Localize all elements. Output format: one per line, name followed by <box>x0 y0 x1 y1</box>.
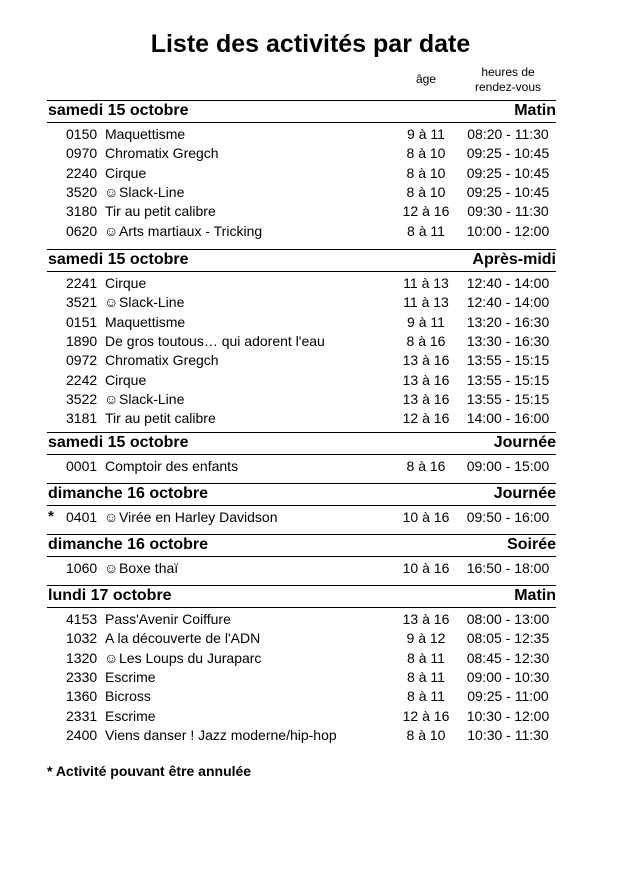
activity-name: Boxe thaï <box>119 560 179 576</box>
section-header <box>47 100 556 123</box>
smiley-icon: ☺ <box>104 560 119 576</box>
activity-code: 1360 <box>66 688 98 705</box>
activity-age: 8 à 10 <box>406 726 446 743</box>
activity-age: 10 à 16 <box>402 560 450 576</box>
activity-name: Pass'Avenir Coiffure <box>105 611 231 627</box>
section-header <box>47 249 556 272</box>
smiley-icon: ☺ <box>104 649 119 666</box>
activity-row <box>0 370 621 389</box>
activity-age: 13 à 16 <box>402 611 450 627</box>
activity-name: Cirque <box>105 164 147 181</box>
activity-row <box>0 667 621 686</box>
activity-time: 08:20 - 11:30 <box>467 126 549 142</box>
cancellable-marker: * <box>48 508 54 525</box>
activity-row <box>0 221 621 240</box>
activity-code: 0972 <box>66 352 98 369</box>
activity-time: 14:00 - 16:00 <box>466 410 550 427</box>
activity-age: 8 à 11 <box>407 668 445 685</box>
activity-time: 09:25 - 10:45 <box>466 164 550 181</box>
column-header-age: âge <box>415 72 437 86</box>
activity-age: 11 à 13 <box>403 275 449 291</box>
activity-name: Escrime <box>105 707 156 724</box>
activity-code: 2240 <box>66 164 98 181</box>
section-day: dimanche 16 octobre <box>48 485 209 502</box>
activity-age: 13 à 16 <box>402 352 450 369</box>
activity-code: 2242 <box>66 371 98 388</box>
activity-age: 12 à 16 <box>402 410 450 427</box>
activity-row <box>0 389 621 408</box>
activity-code: 3181 <box>66 410 98 427</box>
column-header-appointment-line1: heures de <box>481 65 535 79</box>
activity-row <box>0 163 621 182</box>
activity-age: 8 à 11 <box>407 222 445 239</box>
activity-age: 9 à 12 <box>406 630 446 647</box>
activity-code: 0150 <box>66 126 98 142</box>
activity-row <box>0 408 621 427</box>
section-day: dimanche 16 octobre <box>48 536 209 553</box>
activity-time: 13:55 - 15:15 <box>466 390 550 407</box>
section-period: Matin <box>514 587 556 604</box>
section-day: lundi 17 octobre <box>48 587 172 604</box>
section-header <box>47 585 556 608</box>
activity-row <box>0 507 621 526</box>
activity-time: 13:55 - 15:15 <box>466 371 550 388</box>
activity-name: Cirque <box>105 371 147 388</box>
activity-name: Viens danser ! Jazz moderne/hip-hop <box>105 726 337 743</box>
activity-code: 2330 <box>66 668 98 685</box>
activity-time: 08:00 - 13:00 <box>466 611 550 627</box>
page-title: Liste des activités par date <box>150 30 471 58</box>
activity-code: 0151 <box>66 313 98 330</box>
activity-code: 3520 <box>66 183 98 200</box>
section-day: samedi 15 octobre <box>48 251 189 268</box>
activity-name: Bicross <box>105 688 151 705</box>
activity-time: 08:05 - 12:35 <box>466 630 550 647</box>
activity-age: 10 à 16 <box>402 509 450 525</box>
column-header-appointment-line2: rendez-vous <box>474 80 542 94</box>
activity-row <box>0 686 621 705</box>
activity-time: 12:40 - 14:00 <box>466 275 550 291</box>
activity-name: Chromatix Gregch <box>105 352 219 369</box>
activity-code: 0001 <box>66 458 98 474</box>
activity-code: 3180 <box>66 203 98 220</box>
activity-row <box>0 648 621 667</box>
smiley-icon: ☺ <box>104 183 119 200</box>
section-period: Matin <box>514 102 556 119</box>
activity-age: 8 à 10 <box>406 183 446 200</box>
activity-time: 13:55 - 15:15 <box>466 352 550 369</box>
activity-age: 11 à 13 <box>403 294 449 311</box>
activity-name: Maquettisme <box>105 126 186 142</box>
activity-code: 1890 <box>66 332 98 349</box>
activity-name: Comptoir des enfants <box>105 458 239 474</box>
activity-code: 3522 <box>66 390 98 407</box>
activity-name: Maquettisme <box>105 313 186 330</box>
activity-time: 10:30 - 12:00 <box>466 707 550 724</box>
activity-name: Tir au petit calibre <box>105 203 216 220</box>
activity-row <box>0 273 621 292</box>
activity-row <box>0 331 621 350</box>
smiley-icon: ☺ <box>104 509 119 525</box>
activity-time: 08:45 - 12:30 <box>466 649 550 666</box>
activity-row <box>0 182 621 201</box>
activity-row <box>0 456 621 475</box>
activity-name: Slack-Line <box>119 294 185 311</box>
section-header <box>47 534 556 557</box>
section-period: Après-midi <box>472 251 556 268</box>
activity-time: 09:00 - 10:30 <box>466 668 550 685</box>
activity-row <box>0 558 621 577</box>
activity-row <box>0 706 621 725</box>
activity-row <box>0 124 621 143</box>
activity-code: 0620 <box>66 222 98 239</box>
activity-age: 12 à 16 <box>402 707 450 724</box>
activity-code: 4153 <box>66 611 98 627</box>
activity-age: 12 à 16 <box>402 203 450 220</box>
activity-row <box>0 143 621 162</box>
activity-code: 1320 <box>66 649 98 666</box>
section-header <box>47 483 556 506</box>
activity-time: 10:30 - 11:30 <box>467 726 549 743</box>
activity-row <box>0 609 621 628</box>
activity-name: Slack-Line <box>119 390 185 407</box>
smiley-icon: ☺ <box>104 390 119 407</box>
activity-code: 2241 <box>66 275 98 291</box>
section-period: Journée <box>493 434 556 451</box>
activity-code: 0401 <box>66 509 98 525</box>
smiley-icon: ☺ <box>104 294 119 311</box>
activity-time: 09:25 - 10:45 <box>466 183 550 200</box>
activity-age: 8 à 10 <box>406 145 446 162</box>
activity-age: 8 à 16 <box>406 458 446 474</box>
activity-row <box>0 725 621 744</box>
activity-age: 8 à 10 <box>406 164 446 181</box>
activity-row <box>0 628 621 647</box>
activity-age: 8 à 16 <box>406 332 446 349</box>
activity-time: 09:25 - 10:45 <box>466 145 550 162</box>
activity-code: 1060 <box>66 560 98 576</box>
activity-time: 09:00 - 15:00 <box>466 458 550 474</box>
activity-code: 3521 <box>66 294 98 311</box>
activity-name: De gros toutous… qui adorent l'eau <box>105 332 325 349</box>
activity-code: 2400 <box>66 726 98 743</box>
activity-name: A la découverte de l'ADN <box>105 630 261 647</box>
activity-age: 8 à 11 <box>407 649 445 666</box>
activity-row <box>0 350 621 369</box>
activity-name: Arts martiaux - Tricking <box>119 222 263 239</box>
activity-name: Tir au petit calibre <box>105 410 216 427</box>
activity-name: Slack-Line <box>119 183 185 200</box>
activity-time: 09:25 - 11:00 <box>467 688 549 705</box>
activity-code: 2331 <box>66 707 98 724</box>
activity-time: 13:30 - 16:30 <box>466 332 550 349</box>
smiley-icon: ☺ <box>104 222 119 239</box>
activity-time: 10:00 - 12:00 <box>466 222 550 239</box>
activity-code: 1032 <box>66 630 98 647</box>
activity-time: 12:40 - 14:00 <box>466 294 550 311</box>
activity-row <box>0 312 621 331</box>
activity-age: 13 à 16 <box>402 390 450 407</box>
activity-name: Cirque <box>105 275 147 291</box>
activity-age: 13 à 16 <box>402 371 450 388</box>
activity-row <box>0 292 621 311</box>
section-header <box>47 432 556 455</box>
activity-time: 13:20 - 16:30 <box>466 313 550 330</box>
activity-age: 9 à 11 <box>407 313 445 330</box>
activity-name: Chromatix Gregch <box>105 145 219 162</box>
section-period: Journée <box>493 485 556 502</box>
activity-row <box>0 201 621 220</box>
column-header-appointment-times <box>460 65 556 95</box>
activity-name: Virée en Harley Davidson <box>119 509 278 525</box>
activity-name: Les Loups du Juraparc <box>119 649 262 666</box>
activity-time: 16:50 - 18:00 <box>466 560 550 576</box>
section-period: Soirée <box>507 536 556 553</box>
activity-name: Escrime <box>105 668 156 685</box>
activity-code: 0970 <box>66 145 98 162</box>
section-day: samedi 15 octobre <box>48 434 189 451</box>
footnote: * Activité pouvant être annulée <box>47 763 252 779</box>
activity-time: 09:30 - 11:30 <box>467 203 549 220</box>
activity-time: 09:50 - 16:00 <box>466 509 550 525</box>
section-day: samedi 15 octobre <box>48 102 189 119</box>
activity-age: 8 à 11 <box>407 688 445 705</box>
activity-age: 9 à 11 <box>407 126 445 142</box>
